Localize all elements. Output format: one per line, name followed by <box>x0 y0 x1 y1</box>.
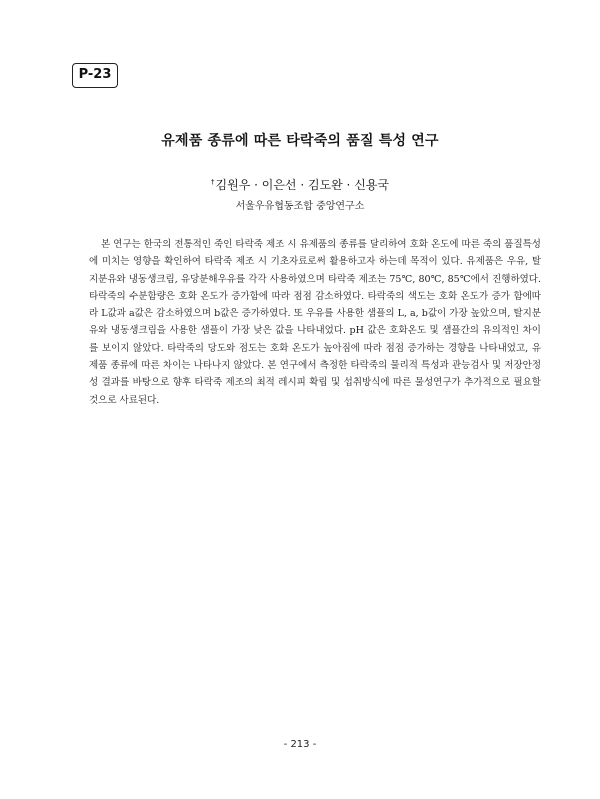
author-line <box>0 176 600 193</box>
paper-title: 유제품 종류에 따른 타락죽의 품질 특성 연구 <box>161 133 439 149</box>
abstract-paragraph: 본 연구는 한국의 전통적인 죽인 타락죽 제조 시 유제품의 종류를 달리하여 호화 온도에 따른 죽의 품질특성에 미치는 영향을 확인하여 타락죽 제조 시 기초자료로써 활용하고자 하는데 목적이 있다. 유제품은 우유, 탈지분유와 냉동생크림, 유당분해우유를 각각 사용하였으며 타락죽 제조는 75℃, 80℃, 85℃에서 진행하였다. 타락죽의 수분함량은 호화 온도가 증가함에 따라 점점 감소하였다. 타락죽의 색도는 호화 온도가 증가 함에따라 L값과 a값은 감소하였으며 b값은 증가하였다. 또 우유를 사용한 샘플의 L, a, b값이 가장 높았으며, 탈지분유와 냉동생크림을 사용한 샘플이 가장 낮은 값을 나타내었다. pH 값은 호화온도 및 샘플간의 유의적인 차이를 보이지 않았다. 타락죽의 당도와 점도는 호화 온도가 높아짐에 따라 점점 증가하는 경향을 나타내었고, 유제품 종류에 따른 차이는 나타나지 않았다. 본 연구에서 측정한 타락죽의 물리적 특성과 관능검사 및 저장안정성 결과를 바탕으로 향후 타락죽 제조의 최적 레시피 확립 및 섭취방식에 따른 물성연구가 추가적으로 필요할 것으로 사료된다. <box>89 239 541 406</box>
affiliation: 서울우유협동조합 중앙연구소 <box>235 201 365 212</box>
page-number: - 213 - <box>283 739 317 750</box>
poster-code: P-23 <box>78 67 112 82</box>
corresponding-author-mark: † <box>211 178 215 186</box>
author-names: 김원우 · 이은선 · 김도완 · 신용국 <box>215 178 389 192</box>
poster-code-box <box>72 63 118 88</box>
